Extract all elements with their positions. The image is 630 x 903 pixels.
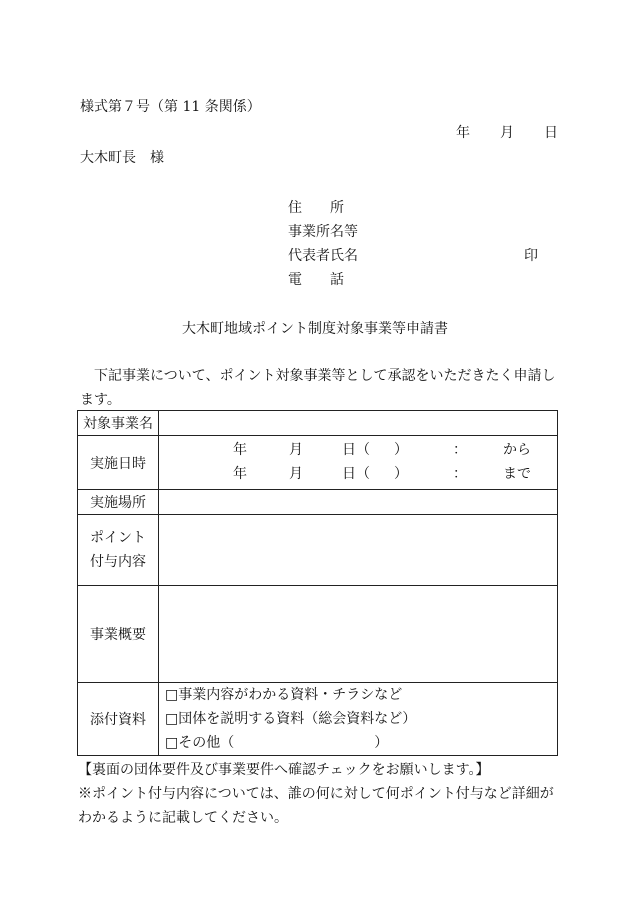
point-label-line2: 付与内容	[90, 554, 146, 570]
addressee: 大木町長 様	[80, 150, 164, 166]
address-label: 住 所	[288, 200, 344, 216]
note-checklist: 【裏面の団体要件及び事業要件へ確認チェックをお願いします。】	[78, 762, 490, 778]
year-label: 年	[456, 125, 470, 141]
date-row-from	[159, 440, 557, 460]
business-name-label: 事業所名等	[288, 224, 358, 240]
attachments-label: 添付資料	[78, 683, 159, 756]
representative-label: 代表者氏名	[288, 248, 358, 264]
day-label: 日（	[342, 466, 370, 482]
event-name-field[interactable]	[159, 411, 558, 436]
month-label: 月	[500, 125, 514, 141]
place-field[interactable]	[159, 490, 558, 515]
date-row-to	[159, 464, 557, 484]
month-label: 月	[289, 466, 303, 482]
year-label: 年	[233, 466, 247, 482]
place-label: 実施場所	[78, 490, 159, 515]
month-label: 月	[289, 442, 303, 458]
time-colon: ：	[453, 466, 467, 482]
application-table	[77, 410, 558, 756]
table-row	[78, 683, 558, 756]
attachment-checkbox-organization[interactable]: □団体を説明する資料（総会資料など）	[165, 711, 417, 727]
overview-label: 事業概要	[78, 586, 159, 683]
day-label: 日（	[342, 442, 370, 458]
date-label: 実施日時	[78, 436, 159, 490]
point-label-line1: ポイント	[90, 530, 146, 546]
date-field[interactable]	[159, 436, 558, 490]
phone-label: 電 話	[288, 272, 344, 288]
table-row	[78, 411, 558, 436]
day-label: 日	[544, 125, 558, 141]
intro-text	[80, 364, 560, 412]
document-title: 大木町地域ポイント制度対象事業等申請書	[182, 321, 448, 337]
from-label: から	[503, 442, 531, 458]
event-name-label: 対象事業名	[78, 411, 159, 436]
table-row	[78, 515, 558, 586]
time-colon: ：	[453, 442, 467, 458]
year-label: 年	[233, 442, 247, 458]
point-content-field[interactable]	[159, 515, 558, 586]
paren-close: ）	[394, 466, 408, 482]
seal-mark: 印	[524, 248, 538, 264]
table-row	[78, 490, 558, 515]
note-point-details: ※ポイント付与内容については、誰の何に対して何ポイント付与など詳細がわかるように記載してください。	[78, 786, 554, 826]
attachments-field	[159, 683, 558, 756]
applicant-block	[288, 196, 548, 292]
point-content-label	[78, 515, 159, 586]
overview-field[interactable]	[159, 586, 558, 683]
until-label: まで	[503, 466, 531, 482]
paren-close: ）	[394, 442, 408, 458]
form-number: 様式第７号（第 11 条関係）	[80, 99, 261, 115]
attachment-checkbox-other[interactable]: □その他（ ）	[165, 735, 389, 751]
table-row	[78, 586, 558, 683]
intro-body: 下記事業について、ポイント対象事業等として承認をいただきたく申請します。	[80, 368, 556, 408]
table-row	[78, 436, 558, 490]
submission-date	[456, 122, 558, 142]
attachment-checkbox-flyer[interactable]: □事業内容がわかる資料・チラシなど	[165, 687, 403, 703]
